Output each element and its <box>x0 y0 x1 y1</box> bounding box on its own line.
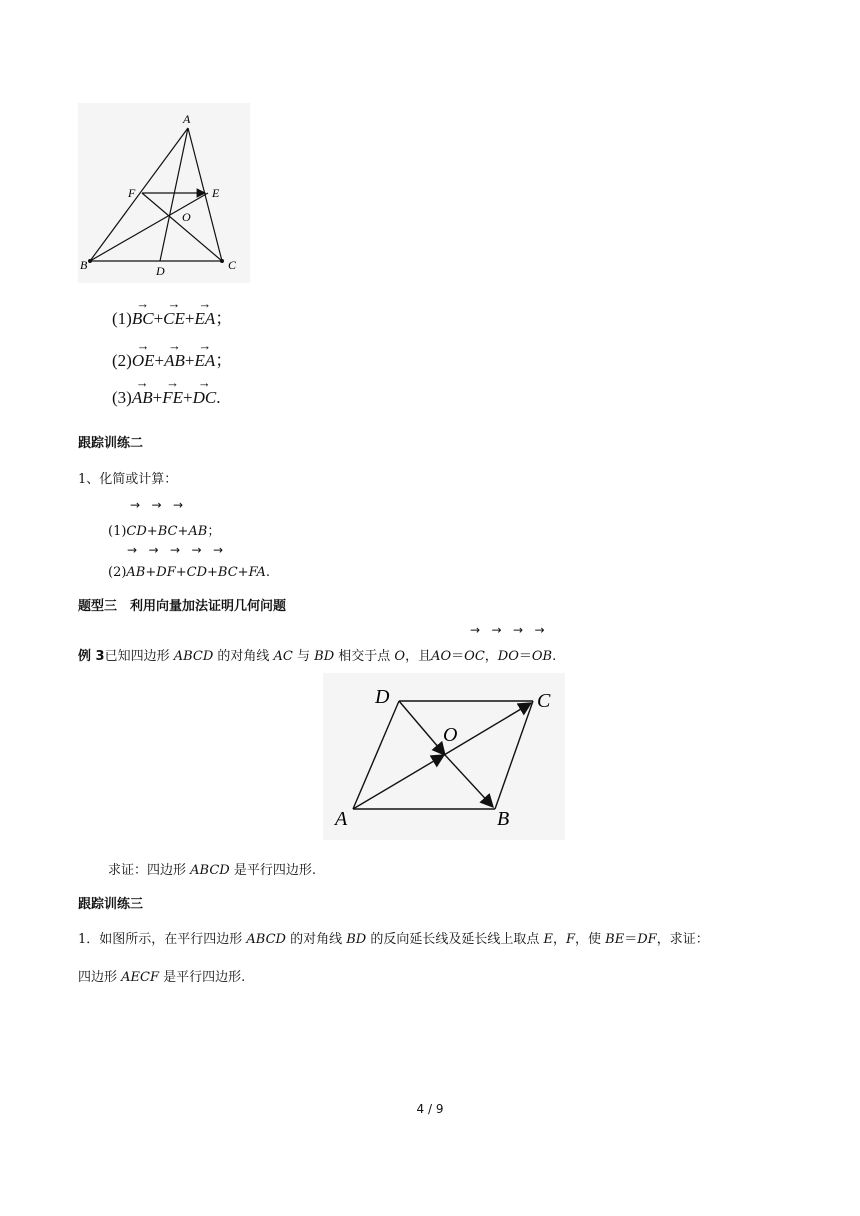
expr-1: (1)→ BC+→ CE+→ EA； <box>112 304 232 329</box>
expr-3: (3)→ AB+→ FE+→ DC. <box>112 388 220 408</box>
training2-item2: (2)AB+DF+CD+BC+FA. <box>108 565 270 580</box>
vector-ao <box>353 755 444 809</box>
label-d: D <box>156 264 165 278</box>
vector-do <box>399 701 445 755</box>
median-cf <box>142 193 222 261</box>
page-number: 4 / 9 <box>416 1102 444 1116</box>
proof-statement: 求证：四边形 ABCD 是平行四边形. <box>108 863 316 878</box>
label-a: A <box>335 808 348 830</box>
side-cb <box>495 701 533 809</box>
training2-item1-arrows: → → → <box>130 498 184 512</box>
vector-ob <box>445 755 493 807</box>
training3-title: 跟踪训练三 <box>78 897 144 912</box>
label-b: B <box>497 808 510 830</box>
example3-statement: 例 3已知四边形 ABCD 的对角线 AC 与 BD 相交于点 O，且AO＝OC，DO＝OB. <box>78 649 557 664</box>
training3-line1: 1．如图所示，在平行四边形 ABCD 的对角线 BD 的反向延长线及延长线上取点 E，F，使 BE＝DF，求证： <box>78 932 709 947</box>
label-a: A <box>183 112 191 126</box>
label-c: C <box>228 258 237 272</box>
training2-q1: 1、化简或计算： <box>78 472 178 487</box>
label-f: F <box>128 186 136 200</box>
side-ab <box>90 128 188 261</box>
median-be <box>90 193 208 261</box>
side-ad <box>353 701 399 809</box>
label-c: C <box>537 690 551 712</box>
expr-2: (2)→ OE+→ AB+→ EA； <box>112 346 232 371</box>
label-d: D <box>375 686 390 708</box>
label-e: E <box>212 186 220 200</box>
label-b: B <box>80 258 88 272</box>
label-o: O <box>443 724 458 746</box>
training2-item2-arrows: → → → → → <box>127 543 224 557</box>
training3-line2: 四边形 AECF 是平行四边形. <box>78 970 246 985</box>
triangle-diagram <box>78 103 250 283</box>
triangle-figure <box>78 103 250 283</box>
example3-arrows: → → → → <box>470 623 545 637</box>
type3-title: 题型三 利用向量加法证明几何问题 <box>78 599 287 614</box>
parallelogram-diagram <box>323 673 565 840</box>
label-o: O <box>182 210 191 224</box>
parallelogram-figure <box>323 673 565 840</box>
training2-item1: (1)CD+BC+AB； <box>108 524 221 539</box>
training2-title: 跟踪训练二 <box>78 436 144 451</box>
